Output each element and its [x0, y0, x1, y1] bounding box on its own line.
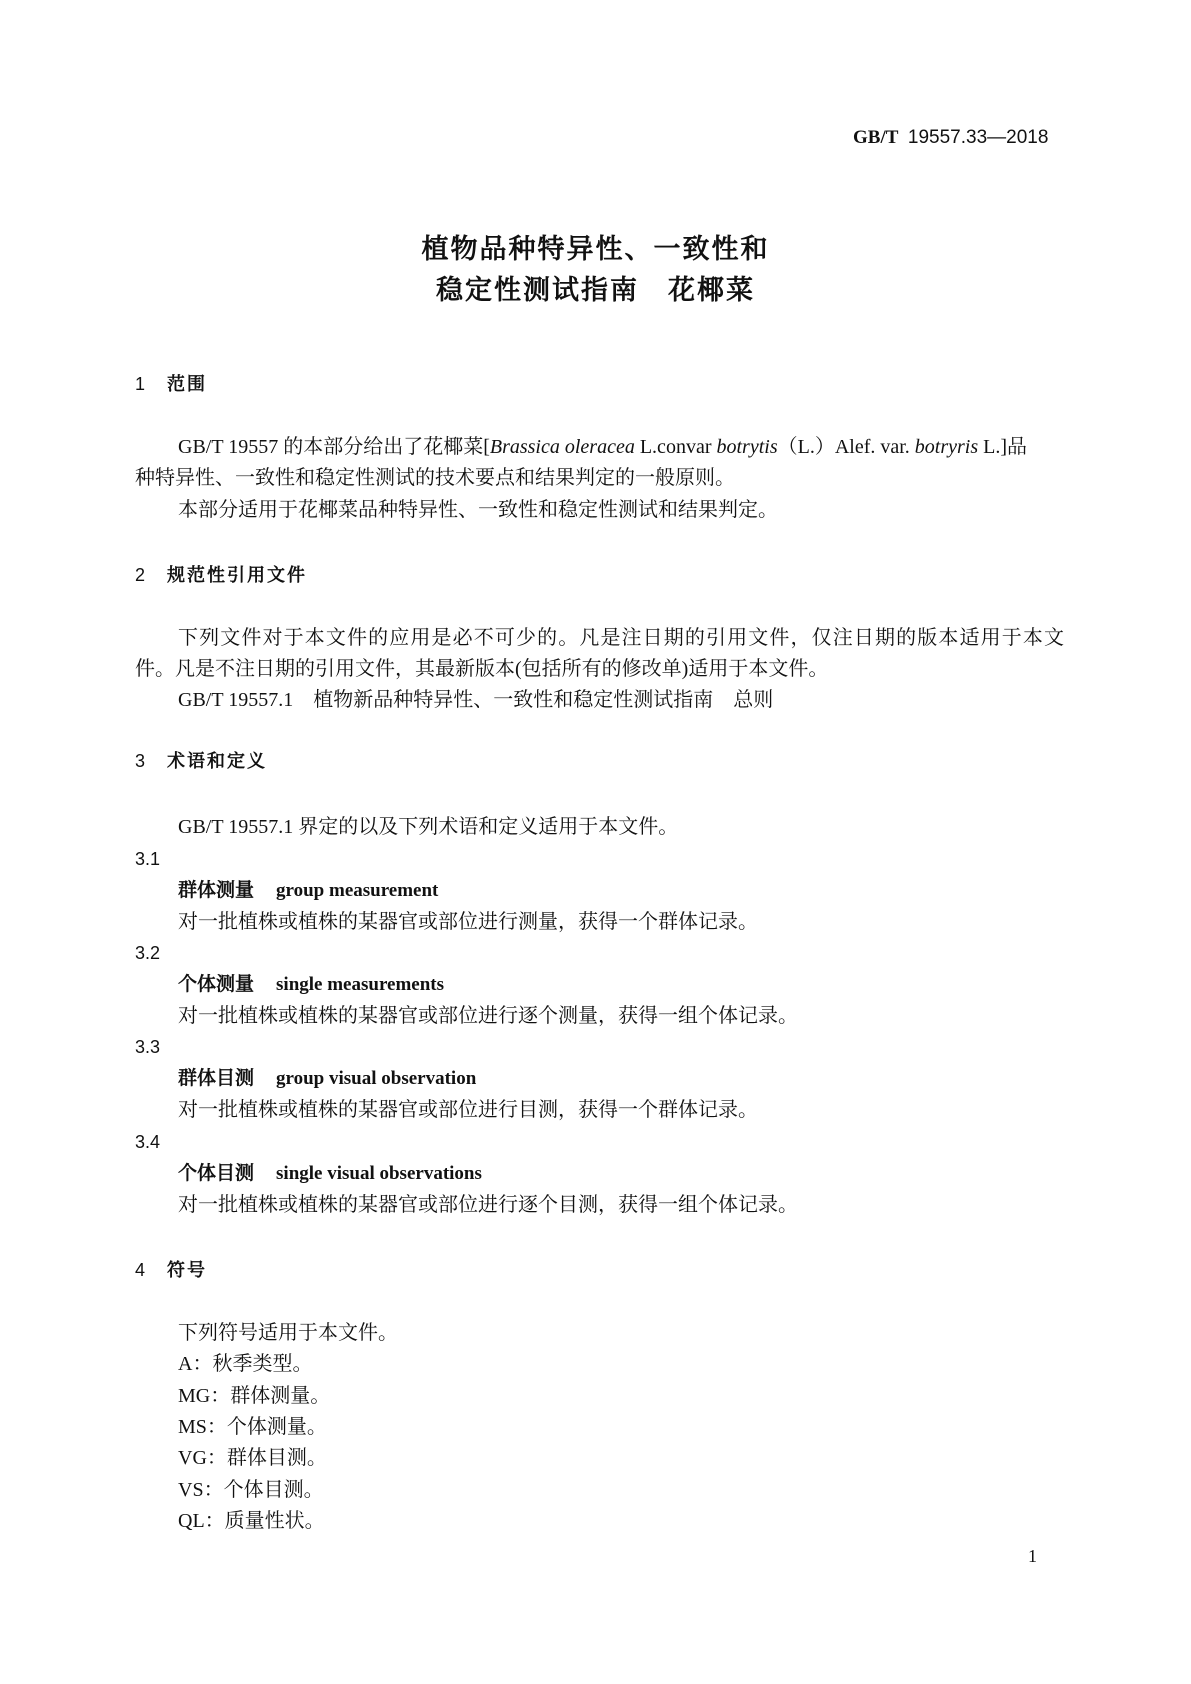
- section-title: 范围: [167, 374, 207, 394]
- text: botryris: [914, 436, 979, 458]
- term-heading: [178, 975, 444, 994]
- doc-title-line1: 植物品种特异性、一致性和: [421, 234, 770, 264]
- term-definition: 对一批植株或植株的某器官或部位进行目测，获得一个群体记录。: [178, 1099, 758, 1121]
- paragraph-line: 种特异性、一致性和稳定性测试的技术要点和结果判定的一般原则。: [135, 467, 735, 489]
- text: （L.）Alef. var.: [777, 436, 915, 458]
- term-heading: [178, 1164, 482, 1183]
- term-heading: [178, 1069, 476, 1088]
- text: GB/T 19557 的本部分给出了花椰菜[: [178, 436, 490, 458]
- section-number: 1: [135, 374, 146, 394]
- term-zh: 个体测量: [178, 974, 255, 995]
- term-heading: [178, 881, 438, 900]
- section-title: 规范性引用文件: [167, 565, 307, 585]
- std-prefix: GB/T: [853, 127, 899, 148]
- symbol-item: A：秋季类型。: [178, 1353, 313, 1375]
- term-number: 3.4: [135, 1132, 161, 1152]
- reference-item: GB/T 19557.1 植物新品种特异性、一致性和稳定性测试指南 总则: [178, 689, 774, 711]
- section-number: 3: [135, 751, 146, 771]
- text: L.convar: [634, 436, 717, 458]
- section-title: 术语和定义: [167, 751, 267, 771]
- paragraph-line: 下列文件对于本文件的应用是必不可少的。凡是注日期的引用文件，仅注日期的版本适用于本文: [178, 627, 1064, 649]
- term-number: 3.2: [135, 943, 161, 963]
- standard-header: [853, 128, 1048, 147]
- symbol-item: VG：群体目测。: [178, 1447, 327, 1469]
- term-zh: 群体目测: [178, 1068, 255, 1089]
- page-number: 1: [1028, 1546, 1037, 1566]
- term-zh: 群体测量: [178, 880, 255, 901]
- term-definition: 对一批植株或植株的某器官或部位进行逐个目测，获得一组个体记录。: [178, 1194, 798, 1216]
- text: L.]品: [978, 436, 1028, 458]
- symbol-item: QL：质量性状。: [178, 1510, 325, 1532]
- term-en: group measurement: [276, 880, 439, 901]
- doc-title-line2: 稳定性测试指南 花椰菜: [436, 275, 755, 305]
- term-definition: 对一批植株或植株的某器官或部位进行逐个测量，获得一组个体记录。: [178, 1005, 798, 1027]
- std-number: 19557.33—2018: [907, 127, 1049, 148]
- term-zh: 个体目测: [178, 1163, 255, 1184]
- symbol-item: VS：个体目测。: [178, 1479, 324, 1501]
- term-en: single visual observations: [276, 1163, 482, 1184]
- text: Brassica oleracea: [489, 436, 635, 458]
- symbol-item: MS：个体测量。: [178, 1416, 327, 1438]
- term-en: single measurements: [276, 974, 445, 995]
- paragraph-line: [178, 437, 1027, 457]
- term-en: group visual observation: [276, 1068, 477, 1089]
- symbol-item: MG：群体测量。: [178, 1385, 331, 1407]
- paragraph-line: GB/T 19557.1 界定的以及下列术语和定义适用于本文件。: [178, 816, 679, 838]
- term-number: 3.1: [135, 849, 161, 869]
- paragraph-line: 本部分适用于花椰菜品种特异性、一致性和稳定性测试和结果判定。: [178, 499, 778, 521]
- paragraph-line: 下列符号适用于本文件。: [178, 1322, 398, 1344]
- section-title: 符号: [167, 1260, 207, 1280]
- section-number: 2: [135, 565, 146, 585]
- section-number: 4: [135, 1260, 146, 1280]
- term-number: 3.3: [135, 1037, 161, 1057]
- term-definition: 对一批植株或植株的某器官或部位进行测量，获得一个群体记录。: [178, 911, 758, 933]
- paragraph-line: 件。凡是不注日期的引用文件，其最新版本(包括所有的修改单)适用于本文件。: [135, 658, 829, 680]
- text: botrytis: [716, 436, 778, 458]
